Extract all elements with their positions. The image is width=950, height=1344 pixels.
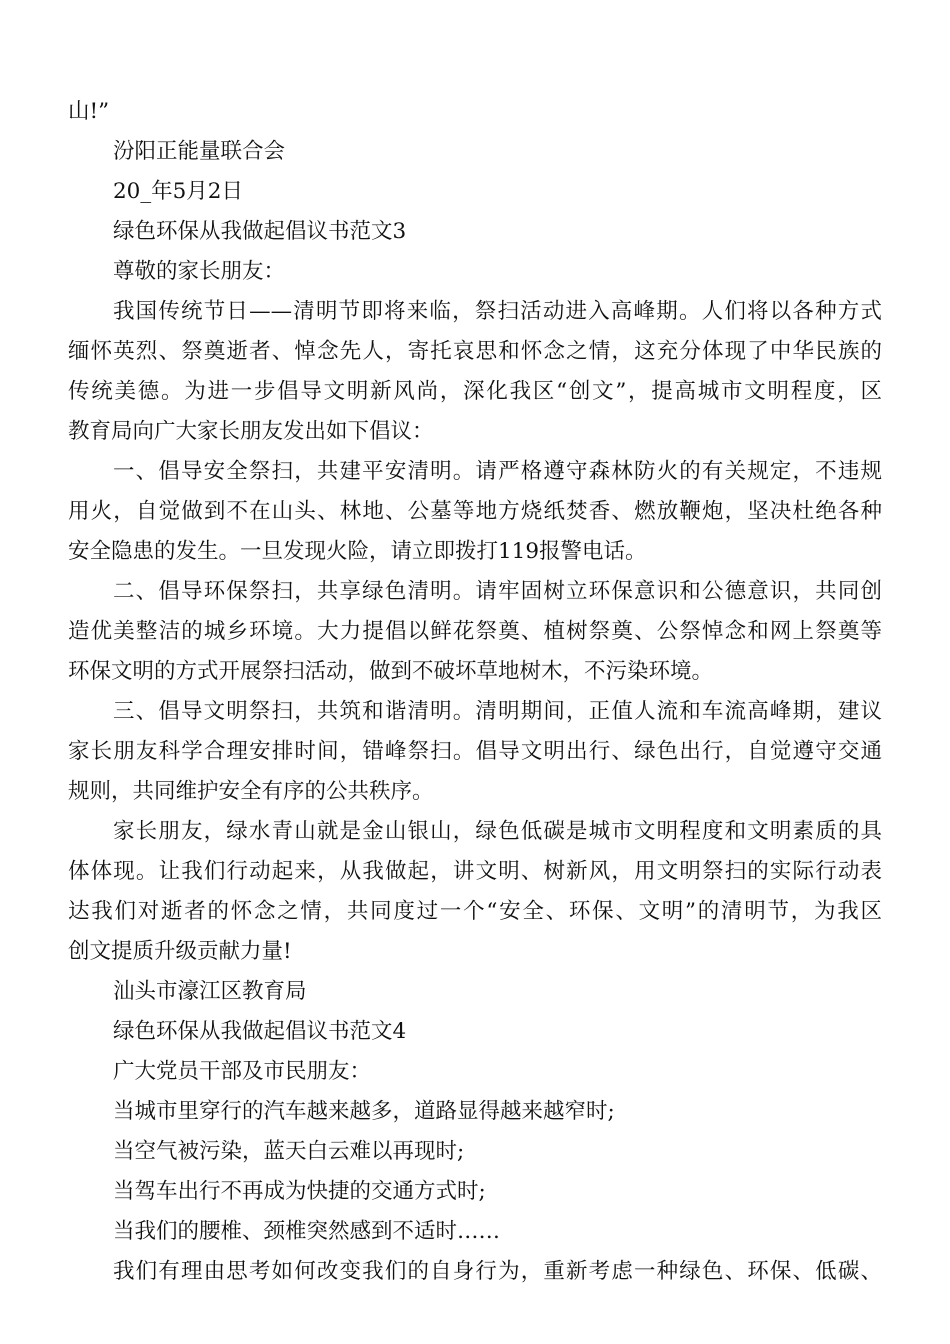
- paragraph-line: 家长朋友科学合理安排时间，错峰祭扫。倡导文明出行、绿色出行，自觉遵守交通: [68, 739, 882, 764]
- paragraph-line: 传统美德。为进一步倡导文明新风尚，深化我区“创文”，提高城市文明程度，区: [68, 379, 882, 404]
- paragraph-line: 教育局向广大家长朋友发出如下倡议：: [68, 419, 434, 444]
- paragraph-line: 规则，共同维护安全有序的公共秩序。: [68, 779, 434, 804]
- section-title: 绿色环保从我做起倡议书范文3: [113, 219, 407, 244]
- paragraph-line: 造优美整洁的城乡环境。大力提倡以鲜花祭奠、植树祭奠、公祭悼念和网上祭奠等: [68, 619, 882, 644]
- paragraph-line: 环保文明的方式开展祭扫活动，做到不破坏草地树木，不污染环境。: [68, 659, 714, 684]
- paragraph-line: 体体现。让我们行动起来，从我做起，讲文明、树新风，用文明祭扫的实际行动表: [68, 859, 882, 884]
- paragraph-line: 家长朋友，绿水青山就是金山银山，绿色低碳是城市文明程度和文明素质的具: [113, 819, 882, 844]
- paragraph-line: 安全隐患的发生。一旦发现火险，请立即拨打119报警电话。: [68, 539, 647, 564]
- paragraph-line: 创文提质升级贡献力量!: [68, 939, 292, 964]
- salutation: 广大党员干部及市民朋友：: [113, 1059, 372, 1084]
- signature-organization: 汾阳正能量联合会: [113, 139, 286, 164]
- paragraph-line: 一、倡导安全祭扫，共建平安清明。请严格遵守森林防火的有关规定，不违规: [113, 459, 882, 484]
- signature-organization: 汕头市濠江区教育局: [113, 979, 307, 1004]
- salutation: 尊敬的家长朋友：: [113, 259, 286, 284]
- paragraph-line: 我们有理由思考如何改变我们的自身行为，重新考虑一种绿色、环保、低碳、: [113, 1259, 882, 1284]
- paragraph-line: 三、倡导文明祭扫，共筑和谐清明。清明期间，正值人流和车流高峰期，建议: [113, 699, 882, 724]
- paragraph-line: 缅怀英烈、祭奠逝者、悼念先人，寄托哀思和怀念之情，这充分体现了中华民族的: [68, 339, 882, 364]
- paragraph-line: 当城市里穿行的汽车越来越多，道路显得越来越窄时;: [113, 1099, 615, 1124]
- paragraph-line: 用火，自觉做到不在山头、林地、公墓等地方烧纸焚香、燃放鞭炮，坚决杜绝各种: [68, 499, 882, 524]
- signature-date: 20_年5月2日: [113, 179, 243, 204]
- text-line: 山!”: [68, 99, 110, 124]
- paragraph-line: 当我们的腰椎、颈椎突然感到不适时……: [113, 1219, 501, 1244]
- paragraph-line: 二、倡导环保祭扫，共享绿色清明。请牢固树立环保意识和公德意识，共同创: [113, 579, 882, 604]
- section-title: 绿色环保从我做起倡议书范文4: [113, 1019, 407, 1044]
- paragraph-line: 达我们对逝者的怀念之情，共同度过一个“安全、环保、文明”的清明节，为我区: [68, 899, 882, 924]
- paragraph-line: 我国传统节日——清明节即将来临，祭扫活动进入高峰期。人们将以各种方式: [113, 299, 882, 324]
- paragraph-line: 当空气被污染，蓝天白云难以再现时;: [113, 1139, 465, 1164]
- paragraph-line: 当驾车出行不再成为快捷的交通方式时;: [113, 1179, 486, 1204]
